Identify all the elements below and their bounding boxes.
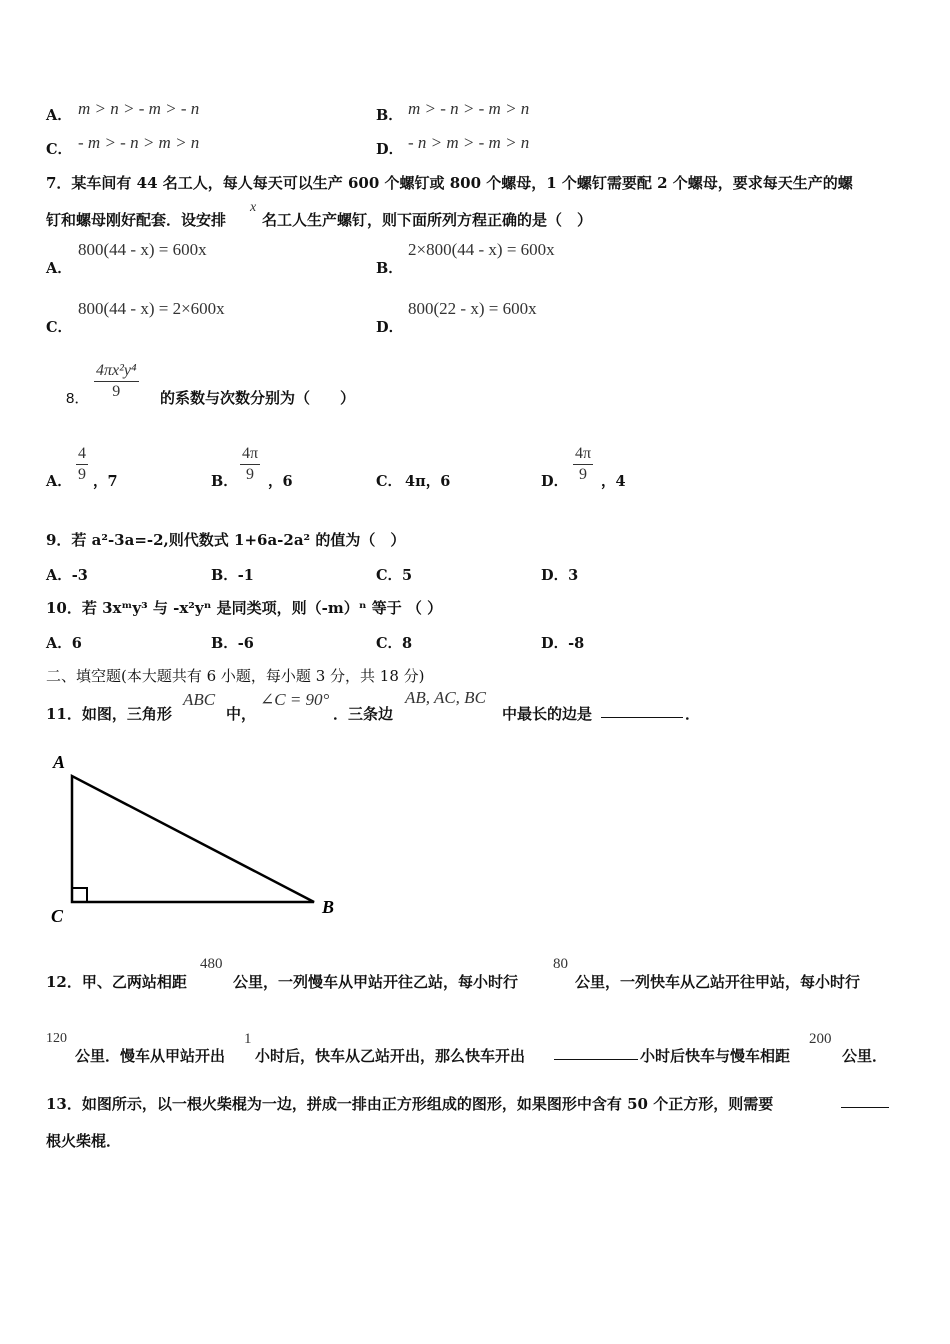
- q9-option-a: A．-3: [46, 567, 88, 584]
- q12-text-d: 公里．慢车从甲站开出: [75, 1047, 226, 1065]
- q11-text-c: ．三条边: [333, 705, 394, 723]
- right-angle-marker: [72, 888, 87, 902]
- q7-option-b-label: B．: [376, 260, 403, 277]
- q8-fraction-numerator: 4πx²y⁴: [94, 362, 139, 382]
- q8-option-d-label: D．: [541, 473, 569, 490]
- q8-option-a-rest: ，7: [93, 473, 118, 490]
- q12-text-f: 小时后快车与慢车相距: [640, 1047, 791, 1065]
- q8-fraction-denominator: 9: [112, 383, 121, 400]
- q11-text-b: 中，: [226, 705, 257, 723]
- vertex-label-c: C: [51, 906, 64, 926]
- q8-option-a-denominator: 9: [78, 466, 86, 483]
- q6-option-b-expr: m > - n > - m > n: [408, 99, 530, 118]
- q8-option-b-denominator: 9: [246, 466, 255, 483]
- q6-option-b-label: B．: [376, 107, 403, 124]
- q6-option-c-label: C．: [46, 141, 73, 158]
- q8-option-b-rest: ，6: [268, 473, 293, 490]
- q12-text-g: 公里．: [842, 1047, 888, 1065]
- q7-option-c-expr: 800(44 - x) = 2×600x: [78, 299, 225, 318]
- vertex-label-a: A: [53, 752, 66, 772]
- q9-option-b: B．-1: [211, 567, 254, 584]
- q6-option-d-expr: - n > m > - m > n: [408, 133, 530, 152]
- q6-option-d-label: D．: [376, 141, 404, 158]
- q7-option-d-expr: 800(22 - x) = 600x: [408, 299, 537, 318]
- q10-option-d: D．-8: [541, 635, 585, 652]
- triangle-outline: [72, 776, 314, 902]
- q11-triangle-abc: ABC: [183, 690, 216, 709]
- q12-answer-blank[interactable]: [554, 1045, 638, 1060]
- q10-option-c: C．8: [376, 635, 413, 652]
- q7-option-a-label: A．: [46, 260, 72, 277]
- q8-option-b-numerator: 4π: [240, 445, 260, 465]
- q11-text-a: 11．如图，三角形: [46, 705, 172, 723]
- q8-option-c-label: C．: [376, 473, 403, 490]
- right-triangle-figure: [40, 745, 350, 930]
- q13-answer-blank[interactable]: [841, 1093, 889, 1108]
- q11-answer-blank[interactable]: [601, 703, 683, 718]
- q7-line2-b: 名工人生产螺钉，则下面所列方程正确的是（ ）: [262, 211, 593, 229]
- q13-line1: 13．如图所示，以一根火柴棍为一边，拼成一排由正方形组成的图形，如果图形中含有 50 个正方形，则需要: [46, 1095, 774, 1113]
- q6-option-a-label: A．: [46, 107, 72, 124]
- q7-option-c-label: C．: [46, 319, 73, 336]
- q6-option-c-expr: - m > - n > m > n: [78, 133, 200, 152]
- q8-option-c-text: 4π，6: [405, 473, 451, 490]
- q11-text-end: ．: [685, 705, 701, 723]
- q12-text-b: 公里，一列慢车从甲站开往乙站，每小时行: [233, 973, 519, 991]
- q8-option-d-fraction: [573, 445, 593, 484]
- q9-text: 9．若 a²-3a=-2,则代数式 1+6a-2a² 的值为（ ）: [46, 531, 406, 549]
- q10-option-a: A．6: [46, 635, 82, 652]
- q12-text-c: 公里，一列快车从乙站开往甲站，每小时行: [575, 973, 861, 991]
- q12-distance-200: 200: [809, 1031, 832, 1047]
- q8-fraction: [94, 362, 139, 401]
- q7-option-b-expr: 2×800(44 - x) = 600x: [408, 240, 555, 259]
- q10-option-b: B．-6: [211, 635, 254, 652]
- q12-hours-1: 1: [244, 1031, 252, 1047]
- q7-line2-a: 钉和螺母刚好配套．设安排: [46, 211, 227, 229]
- q8-option-b-fraction: [240, 445, 260, 484]
- q12-text-e: 小时后，快车从乙站开出，那么快车开出: [255, 1047, 526, 1065]
- q11-text-d: 中最长的边是: [502, 705, 593, 723]
- q11-sides: AB, AC, BC: [405, 688, 486, 707]
- q7-variable: x: [250, 200, 257, 215]
- q9-option-c: C．5: [376, 567, 413, 584]
- q13-line2: 根火柴棍．: [46, 1132, 122, 1150]
- q8-option-d-rest: ，4: [601, 473, 626, 490]
- q7-option-d-label: D．: [376, 319, 404, 336]
- q10-text: 10．若 3xᵐy³ 与 -x²yⁿ 是同类项，则（-m）ⁿ 等于 （ ）: [46, 599, 443, 617]
- q8-option-d-numerator: 4π: [573, 445, 593, 465]
- vertex-label-b: B: [322, 897, 335, 917]
- q7-option-a-expr: 800(44 - x) = 600x: [78, 240, 207, 259]
- q9-option-d: D．3: [541, 567, 579, 584]
- q12-text-a: 12．甲、乙两站相距: [46, 973, 187, 991]
- q12-distance-480: 480: [200, 956, 223, 972]
- q8-text: 的系数与次数分别为（ ）: [160, 389, 356, 407]
- q8-option-b-label: B．: [211, 473, 238, 490]
- q8-number: 8．: [66, 390, 90, 407]
- q12-speed-120: 120: [46, 1031, 67, 1046]
- q8-option-a-fraction: [76, 445, 88, 484]
- q11-angle: ∠C = 90°: [260, 690, 330, 709]
- q7-line1: 7．某车间有 44 名工人，每人每天可以生产 600 个螺钉或 800 个螺母，1 个螺钉需要配 2 个螺母，要求每天生产的螺: [46, 174, 853, 192]
- q8-option-a-label: A．: [46, 473, 72, 490]
- section-2-heading: 二、填空题(本大题共有 6 小题，每小题 3 分，共 18 分): [46, 667, 425, 685]
- q6-option-a-expr: m > n > - m > - n: [78, 99, 200, 118]
- q8-option-a-numerator: 4: [76, 445, 88, 465]
- q8-option-d-denominator: 9: [579, 466, 588, 483]
- q12-speed-80: 80: [553, 956, 568, 972]
